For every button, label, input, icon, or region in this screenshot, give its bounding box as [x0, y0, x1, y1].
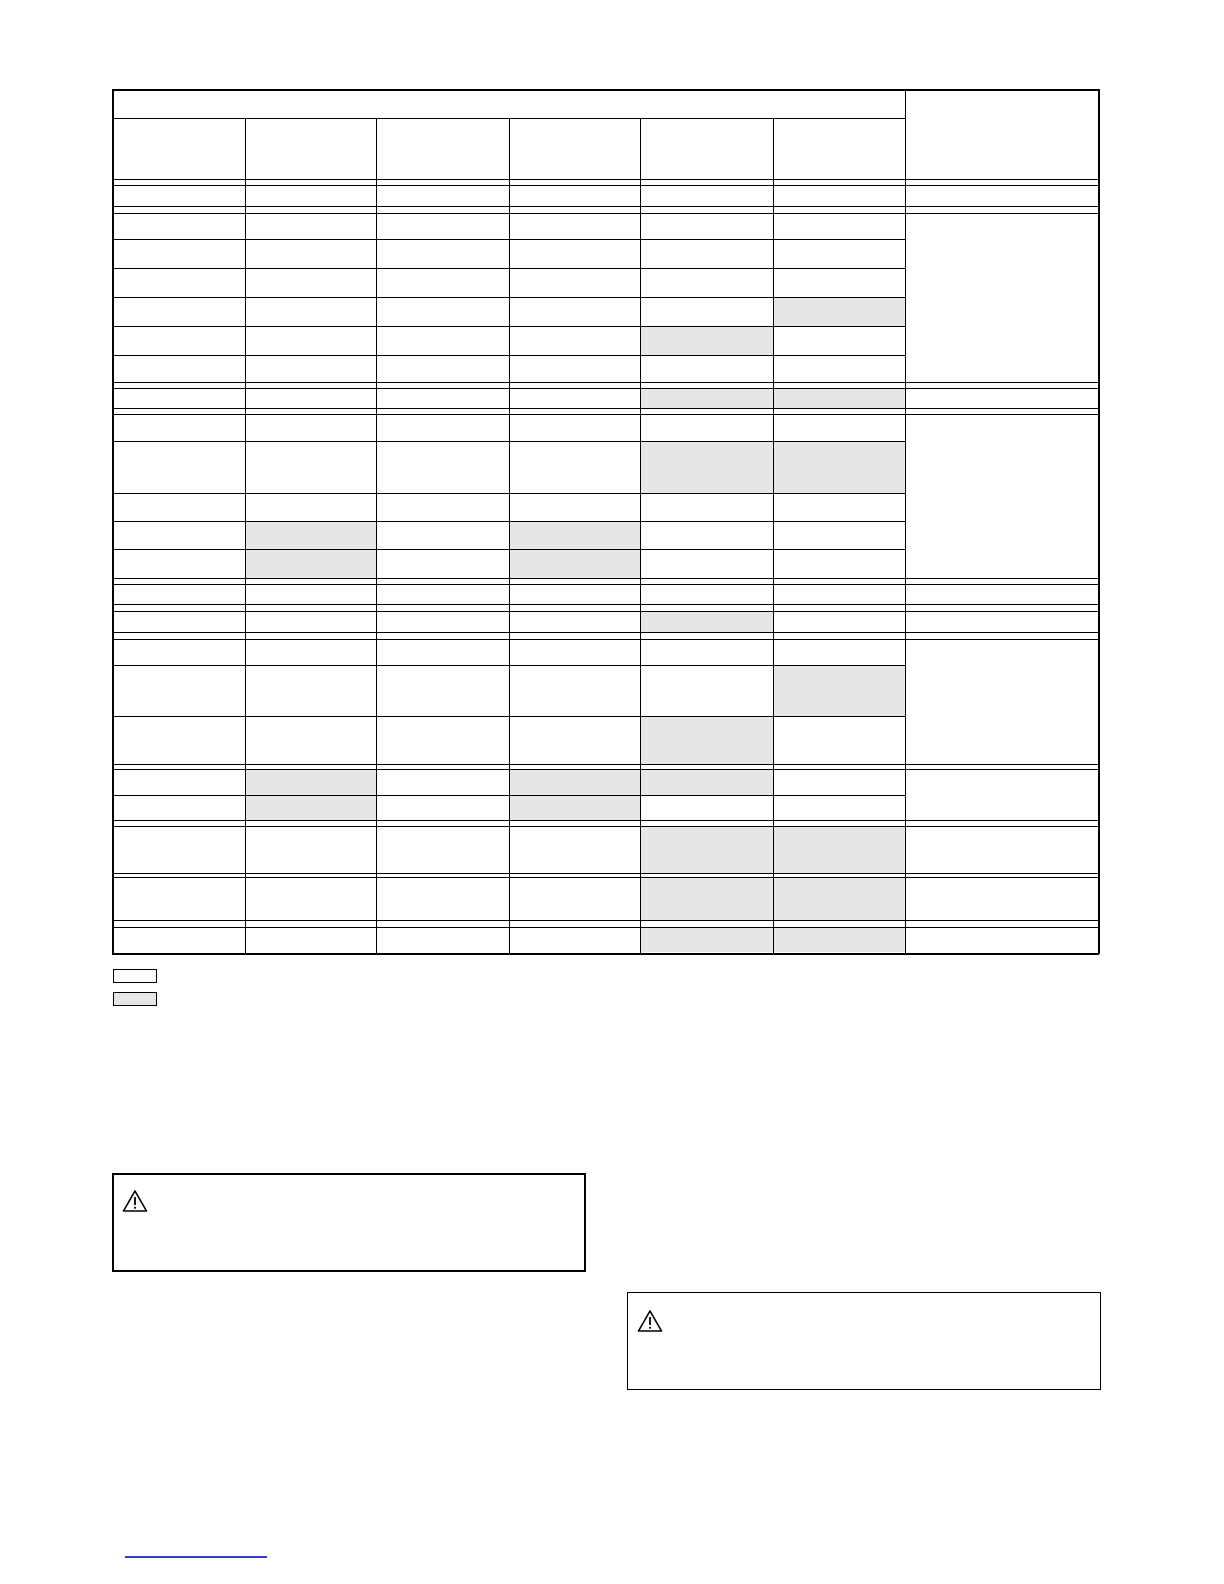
- table-cell-shaded: [245, 795, 376, 820]
- legend-swatch-plain: [113, 969, 157, 983]
- table-rule: [905, 89, 906, 953]
- table-rule: [112, 388, 1099, 389]
- table-rule: [112, 604, 1099, 605]
- table-rule: [640, 118, 641, 953]
- table-cell-shaded: [640, 716, 773, 764]
- table-cell-shaded: [640, 826, 773, 873]
- table-rule: [245, 118, 246, 953]
- table-rule: [112, 521, 905, 522]
- table-rule: [112, 632, 1099, 633]
- table-cell-shaded: [509, 521, 640, 549]
- table-rule: [112, 873, 1099, 874]
- table-cell-shaded: [509, 549, 640, 578]
- legend-swatch-shaded: [113, 992, 157, 1006]
- warning-box-right: [627, 1292, 1101, 1390]
- table-rule: [112, 326, 905, 327]
- table-cell-shaded: [640, 441, 773, 493]
- warning-triangle-icon: [122, 1189, 148, 1213]
- table-cell-shaded: [773, 877, 905, 920]
- table-rule: [112, 716, 905, 717]
- table-rule: [112, 826, 1099, 827]
- table-cell-shaded: [509, 769, 640, 795]
- table-rule: [112, 355, 905, 356]
- table-rule: [376, 118, 377, 953]
- table-cell-shaded: [773, 297, 905, 326]
- table-rule: [112, 820, 1099, 821]
- table-rule: [112, 493, 905, 494]
- table-rule: [112, 382, 1099, 383]
- table-rule: [1098, 89, 1100, 954]
- table-rule: [112, 549, 905, 550]
- warning-box-left: [112, 1173, 586, 1272]
- table-cell-shaded: [773, 441, 905, 493]
- table-rule: [112, 185, 1099, 186]
- table-cell-shaded: [509, 795, 640, 820]
- footer-link-underline[interactable]: [125, 1556, 267, 1558]
- table-cell-shaded: [640, 326, 773, 355]
- table-rule: [112, 414, 1099, 415]
- table-rule: [112, 578, 1099, 579]
- table-rule: [112, 584, 1099, 585]
- table-rule: [112, 297, 905, 298]
- table-rule: [112, 795, 905, 796]
- table-cell-shaded: [640, 877, 773, 920]
- table-rule: [509, 118, 510, 953]
- table-cell-shaded: [245, 549, 376, 578]
- table-rule: [112, 764, 1099, 765]
- table-rule: [112, 441, 905, 442]
- table-rule: [112, 239, 905, 240]
- table-rule: [112, 877, 1099, 878]
- table-rule: [112, 639, 1099, 640]
- table-rule: [112, 213, 1099, 214]
- table-rule: [112, 665, 905, 666]
- table-rule: [112, 89, 1099, 91]
- table-cell-shaded: [773, 388, 905, 408]
- table-rule: [112, 179, 1099, 180]
- table-cell-shaded: [773, 665, 905, 716]
- table-rule: [112, 920, 1099, 921]
- table-cell-shaded: [245, 521, 376, 549]
- table-cell-shaded: [640, 611, 773, 632]
- table-rule: [112, 953, 1099, 955]
- warning-triangle-icon: [637, 1309, 663, 1333]
- table-cell-shaded: [245, 769, 376, 795]
- table-rule: [112, 611, 1099, 612]
- table-rule: [773, 118, 774, 953]
- table-rule: [112, 206, 1099, 207]
- table-rule: [112, 769, 1099, 770]
- table-cell-shaded: [640, 769, 773, 795]
- table-cell-shaded: [640, 388, 773, 408]
- table-rule: [112, 927, 1099, 928]
- table-rule: [112, 408, 1099, 409]
- table-cell-shaded: [773, 826, 905, 873]
- table-cell-shaded: [773, 927, 905, 952]
- table-cell-shaded: [640, 927, 773, 952]
- table-rule: [112, 268, 905, 269]
